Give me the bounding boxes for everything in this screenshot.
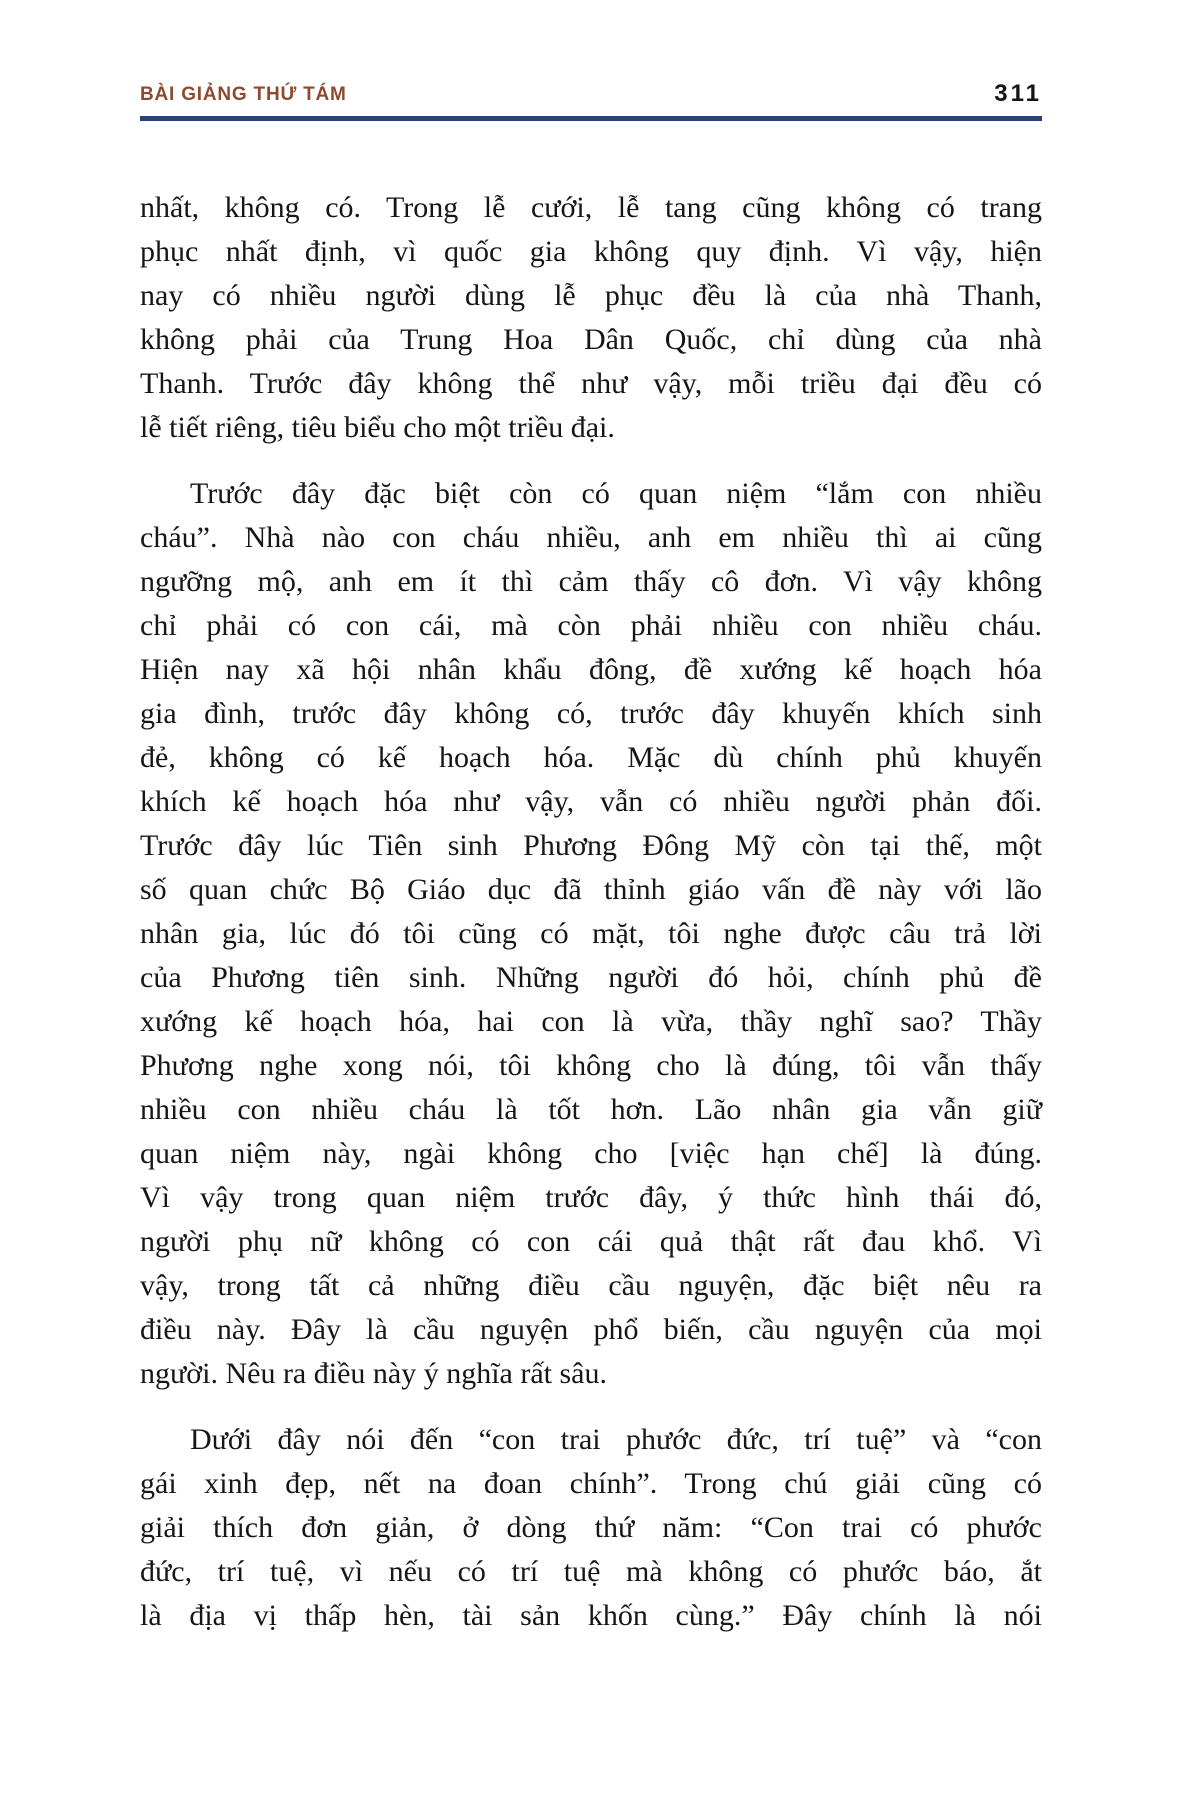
text-line: nhiều con nhiều cháu là tốt hơn. Lão nhân gia vẫn giữ bbox=[140, 1093, 1042, 1126]
text-line: nay có nhiều người dùng lễ phục đều là của nhà Thanh, bbox=[140, 279, 1042, 312]
body-text bbox=[140, 186, 1042, 1638]
text-line: quan niệm này, ngài không cho [việc hạn chế] là đúng. bbox=[140, 1137, 1042, 1170]
text-line: không phải của Trung Hoa Dân Quốc, chỉ dùng của nhà bbox=[140, 323, 1042, 356]
text-line: Trước đây đặc biệt còn có quan niệm “lắm con nhiều bbox=[190, 477, 1042, 510]
body-paragraph bbox=[140, 1418, 1042, 1638]
text-line: vậy, trong tất cả những điều cầu nguyện, đặc biệt nêu ra bbox=[140, 1269, 1042, 1302]
text-line: Vì vậy trong quan niệm trước đây, ý thức hình thái đó, bbox=[140, 1181, 1042, 1214]
text-line: đức, trí tuệ, vì nếu có trí tuệ mà không có phước báo, ắt bbox=[140, 1555, 1042, 1588]
text-line: cháu”. Nhà nào con cháu nhiều, anh em nhiều thì ai cũng bbox=[140, 521, 1042, 554]
text-line: người phụ nữ không có con cái quả thật rất đau khổ. Vì bbox=[140, 1225, 1042, 1258]
running-header bbox=[140, 82, 1042, 121]
text-line: nhân gia, lúc đó tôi cũng có mặt, tôi nghe được câu trả lời bbox=[140, 917, 1042, 950]
chapter-title: BÀI GIẢNG THỨ TÁM bbox=[140, 84, 347, 105]
text-line: khích kế hoạch hóa như vậy, vẫn có nhiều người phản đối. bbox=[140, 785, 1042, 818]
text-line: Trước đây lúc Tiên sinh Phương Đông Mỹ còn tại thế, một bbox=[140, 829, 1042, 862]
text-line: đẻ, không có kế hoạch hóa. Mặc dù chính phủ khuyến bbox=[140, 741, 1042, 774]
text-line: ngưỡng mộ, anh em ít thì cảm thấy cô đơn. Vì vậy không bbox=[140, 565, 1042, 598]
text-line: chỉ phải có con cái, mà còn phải nhiều con nhiều cháu. bbox=[140, 609, 1042, 642]
text-line: Hiện nay xã hội nhân khẩu đông, đề xướng kế hoạch hóa bbox=[140, 653, 1042, 686]
text-line: gái xinh đẹp, nết na đoan chính”. Trong chú giải cũng có bbox=[140, 1467, 1042, 1500]
text-line: Dưới đây nói đến “con trai phước đức, trí tuệ” và “con bbox=[190, 1423, 1042, 1456]
text-line: nhất, không có. Trong lễ cưới, lễ tang cũng không có trang bbox=[140, 191, 1042, 224]
text-line: gia đình, trước đây không có, trước đây khuyến khích sinh bbox=[140, 697, 1042, 730]
page-number: 311 bbox=[994, 80, 1042, 107]
text-line: là địa vị thấp hèn, tài sản khốn cùng.” Đây chính là nói bbox=[140, 1599, 1042, 1632]
text-line: Phương nghe xong nói, tôi không cho là đúng, tôi vẫn thấy bbox=[140, 1049, 1042, 1082]
body-paragraph bbox=[140, 186, 1042, 450]
text-line: xướng kế hoạch hóa, hai con là vừa, thầy nghĩ sao? Thầy bbox=[140, 1005, 1042, 1038]
body-paragraph bbox=[140, 472, 1042, 1396]
text-line: phục nhất định, vì quốc gia không quy định. Vì vậy, hiện bbox=[140, 235, 1042, 268]
text-line: lễ tiết riêng, tiêu biểu cho một triều đại. bbox=[140, 411, 615, 444]
text-line: giải thích đơn giản, ở dòng thứ năm: “Con trai có phước bbox=[140, 1511, 1042, 1544]
text-line: Thanh. Trước đây không thể như vậy, mỗi triều đại đều có bbox=[140, 367, 1042, 400]
text-line: của Phương tiên sinh. Những người đó hỏi, chính phủ đề bbox=[140, 961, 1042, 994]
text-line: số quan chức Bộ Giáo dục đã thỉnh giáo vấn đề này với lão bbox=[140, 873, 1042, 906]
text-line: điều này. Đây là cầu nguyện phổ biến, cầu nguyện của mọi bbox=[140, 1313, 1042, 1346]
text-line: người. Nêu ra điều này ý nghĩa rất sâu. bbox=[140, 1357, 607, 1390]
